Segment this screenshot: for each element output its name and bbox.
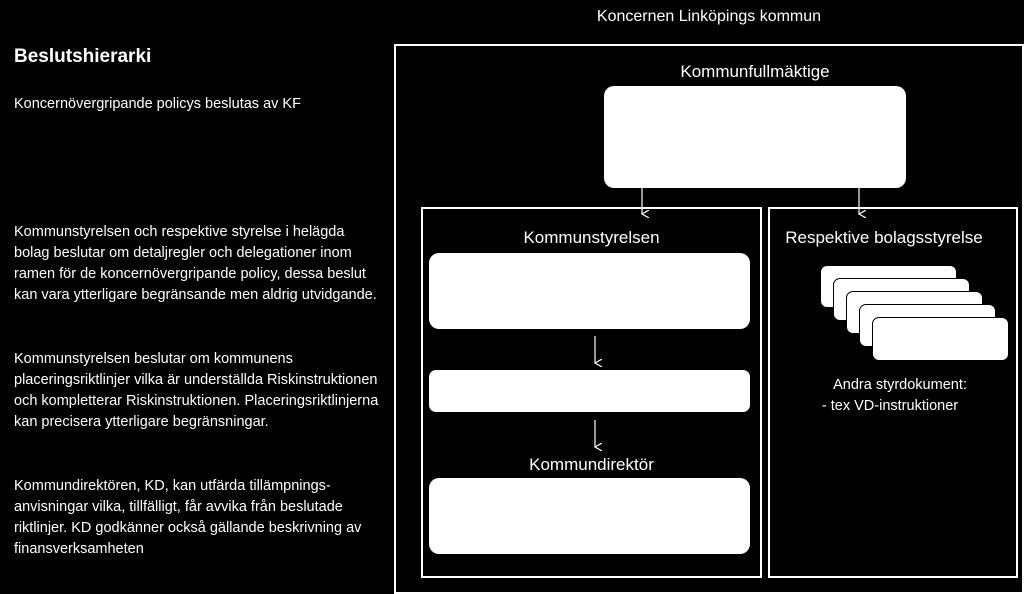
- diagram-caption: Koncernen Linköpings kommun: [596, 8, 822, 25]
- other-docs-line1: Andra styrdokument:: [833, 377, 967, 393]
- kd-label: Kommundirektör: [529, 455, 654, 474]
- other-docs-line2: - tex VD-instruktioner: [821, 398, 959, 414]
- paragraph-kf-policy: Koncernövergripande policys beslutas av KF: [14, 96, 301, 112]
- placeringsriktlinjer-box: [429, 370, 750, 412]
- bolag-label: Respektive bolagsstyrelse: [785, 228, 983, 247]
- kf-label: Kommunfullmäktige: [680, 62, 830, 81]
- panel-title: Beslutshierarki: [14, 46, 152, 67]
- ks-box: [429, 253, 750, 329]
- paragraph-kommundirektor: Kommundirektören, KD, kan utfärda tillämpnings-anvisningar vilka, tillfälligt, får avvika från beslutade riktlinjer. KD godkänner också gällande beskrivning av finansverksamheten: [14, 478, 362, 557]
- bolag-doc-card: [872, 317, 1009, 361]
- kd-box: [429, 478, 750, 554]
- ks-label: Kommunstyrelsen: [523, 228, 660, 247]
- paragraph-placeringsriktlinjer: Kommunstyrelsen beslutar om kommunens placeringsriktlinjer vilka är underställda Riskinstruktionen och kompletterar Riskinstruktionen. Placeringsriktlinjerna kan precisera ytterligare begränsningar.: [14, 351, 379, 430]
- paragraph-ks-styrelse: Kommunstyrelsen och respektive styrelse i helägda bolag beslutar om detaljregler och delegationer inom ramen för de koncernövergripande policy, dessa beslut kan vara ytterligare begränsande men aldrig utvidgande.: [14, 224, 377, 303]
